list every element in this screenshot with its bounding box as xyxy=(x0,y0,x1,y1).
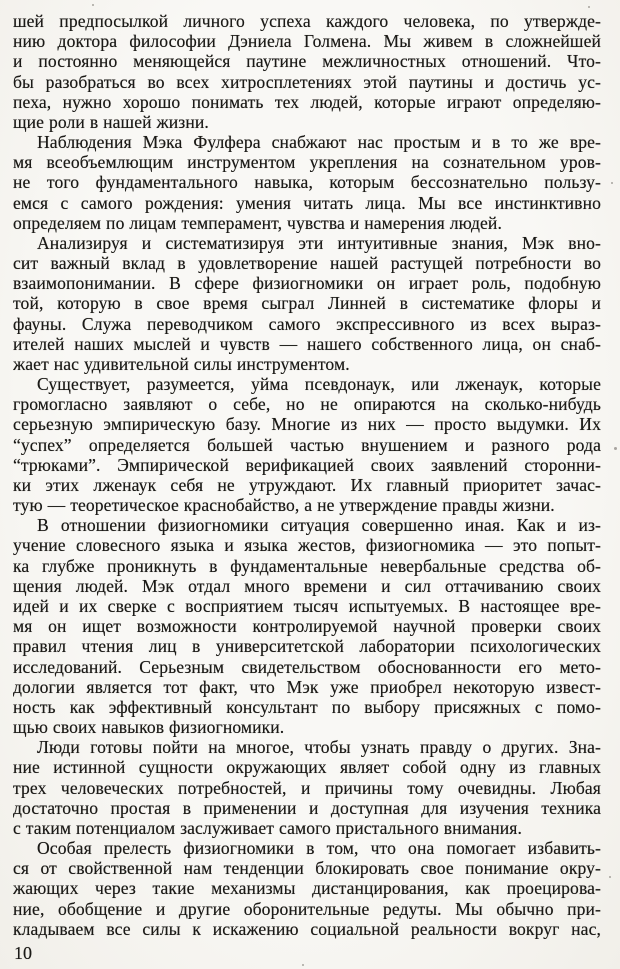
scan-speck xyxy=(611,182,613,184)
text-line: жает нас удивительной силы инструментом. xyxy=(13,353,350,374)
text-line: мя он ищет возможности контролируемой научной проверки своих xyxy=(13,616,601,637)
text-line: бы разобраться во всех хитросплетениях этой паутины и достичь ус- xyxy=(13,71,601,92)
text-line: щью своих навыков физиогномики. xyxy=(13,717,285,738)
text-line: щения людей. Мэк отдал много времени и сил оттачиванию своих xyxy=(13,575,601,596)
text-line: серьезную эмпирическую базу. Многие из них — просто выдумки. Их xyxy=(13,414,601,435)
text-line: ка глубже проникнуть в фундаментальные невербальные средства об- xyxy=(13,555,601,576)
text-line: не того фундаментального навыка, которым бессознательно пользу- xyxy=(13,172,601,193)
text-line: шей предпосылкой личного успеха каждого человека, по утвержде- xyxy=(13,11,601,31)
text-line: Особая прелесть физиогномики в том, что она помогает избавить- xyxy=(37,838,601,859)
text-line: кладываем все силы к искажению социальной реальности вокруг нас, xyxy=(13,918,601,939)
paragraph xyxy=(13,11,601,132)
text-line: ность как эффективный консультант по выбору присяжных с помо- xyxy=(13,696,601,717)
text-line: Анализируя и систематизируя эти интуитивные знания, Мэк вно- xyxy=(37,232,601,253)
scan-speck xyxy=(588,6,590,8)
page-number: 10 xyxy=(14,943,32,963)
paragraph xyxy=(13,132,601,233)
scan-speck xyxy=(92,4,94,6)
text-line: ние истинной сущности окружающих являет собой одну из главных xyxy=(13,757,601,778)
text-line: и постоянно меняющейся паутине межличностных отношений. Что- xyxy=(13,51,601,72)
text-line: достаточно простая в применении и доступная для изучения техника xyxy=(13,797,601,818)
text-line: мя всеобъемлющим инструментом укрепления на сознательном уров- xyxy=(13,152,601,173)
text-line: пеха, нужно хорошо понимать тех людей, которые играют определяю- xyxy=(13,91,601,112)
text-line: учение словесного языка и языка жестов, физиогномика — это попыт- xyxy=(13,535,601,556)
text-line: громогласно заявляют о себе, но не опираются на сколько-нибудь xyxy=(13,394,601,415)
text-line: тую — теоретическое краснобайство, а не утверждение правды жизни. xyxy=(13,495,555,516)
text-line: “успех” определяется большей частью внушением и разного рода xyxy=(13,434,601,455)
paragraph xyxy=(13,515,601,737)
text-line: емся с самого рождения: умения читать лица. Мы все инстинктивно xyxy=(13,192,601,213)
text-line: ки этих лженаук себя не утруждают. Их главный приоритет зачас- xyxy=(13,474,601,495)
body-text xyxy=(13,11,601,939)
text-line: В отношении физиогномики ситуация совершенно иная. Как и из- xyxy=(37,515,601,536)
paragraph xyxy=(13,233,601,374)
paragraph xyxy=(13,737,601,838)
text-line: Наблюдения Мэка Фулфера снабжают нас простым и в то же вре- xyxy=(37,132,601,153)
text-line: идей и их сверке с восприятием тысяч испытуемых. В настоящее вре- xyxy=(13,595,601,616)
scan-speck xyxy=(302,964,304,966)
text-line: исследований. Серьезным свидетельством обоснованности его мето- xyxy=(13,656,601,677)
scan-speck xyxy=(609,876,611,878)
text-line: “трюками”. Эмпирической верификацией своих заявлений сторонни- xyxy=(13,454,601,475)
scan-speck xyxy=(614,447,617,450)
text-line: ние, обобщение и другие оборонительные редуты. Мы обычно при- xyxy=(13,898,601,919)
text-line: фауны. Служа переводчиком самого экспрессивного из всех выраз- xyxy=(13,313,601,334)
text-line: ся от свойственной нам тенденции блокировать свое понимание окру- xyxy=(13,858,601,879)
text-line: трех человеческих потребностей, и причины тому очевидны. Любая xyxy=(13,777,601,798)
text-line: Люди готовы пойти на многое, чтобы узнать правду о других. Зна- xyxy=(37,737,601,758)
text-line: нию доктора философии Дэниела Голмена. Мы живем в сложнейшей xyxy=(13,31,601,52)
text-line: определяем по лицам темперамент, чувства и намерения людей. xyxy=(13,212,502,233)
text-line: правил чтения лиц в университетской лаборатории психологических xyxy=(13,636,601,657)
text-line: жающих через такие механизмы дистанцирования, как проецирова- xyxy=(13,878,601,899)
text-line: щие роли в нашей жизни. xyxy=(13,111,209,132)
text-line: сит важный вклад в удовлетворение нашей растущей потребности во xyxy=(13,253,601,274)
text-line: ителей наших мыслей и чувств — нашего собственного лица, он снаб- xyxy=(13,333,601,354)
text-line: Существует, разумеется, уйма псевдонаук, или лженаук, которые xyxy=(37,374,601,395)
text-line: с таким потенциалом заслуживает самого пристального внимания. xyxy=(13,817,522,838)
text-line: той, которую в свое время сыграл Линней в систематике флоры и xyxy=(13,293,601,314)
paragraph xyxy=(13,374,601,515)
text-line: взаимопонимании. В сфере физиогномики он играет роль, подобную xyxy=(13,273,601,294)
text-line: дологии является тот факт, что Мэк уже приобрел некоторую извест- xyxy=(13,676,601,697)
paragraph xyxy=(13,838,601,939)
